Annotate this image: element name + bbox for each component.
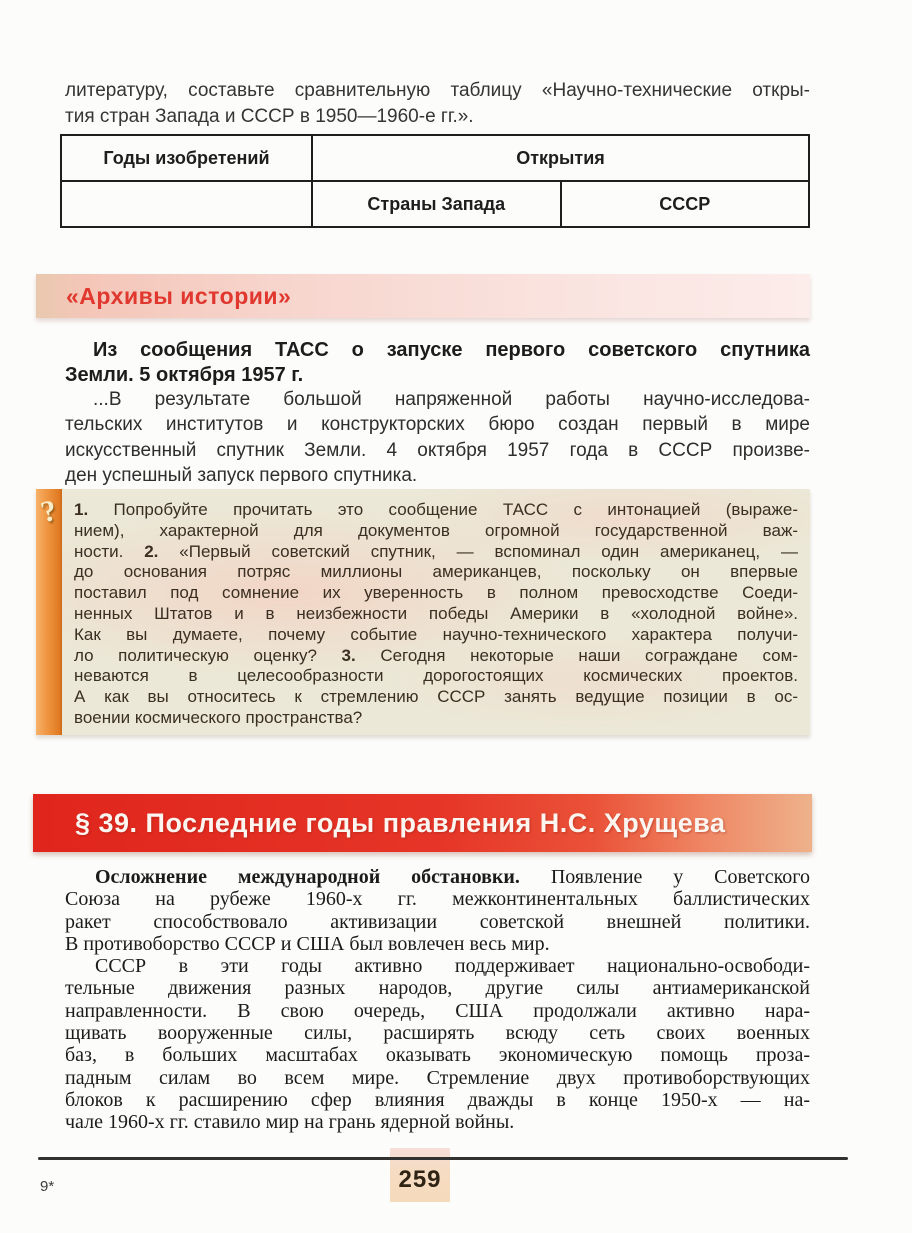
paragraph-ussr-support: СССР в эти годы активно поддерживает национально-освободи- тельные движения разных народов, другие силы антиамериканской направленности. В свою очередь, США продолжали активно нара- щивать вооруженные силы, расширять всюду сеть своих военных баз, в больших масштабах оказывать экономическую помощь проза- падным силам во всем мире. Стремление двух противоборствующих блоков к расширению сфер влияния дважды в конце 1950-х — на- чале 1960-х гг. ставило мир на грань ядерной войны. — [65, 955, 810, 1134]
question-mark-icon: ? — [37, 493, 61, 530]
intro-text: литературу, составьте сравнительную таблицу «Научно-технические откры- тия стран Запада и СССР в 1950—1960-е гг.». — [65, 80, 810, 127]
section-title: § 39. Последние годы правления Н.С. Хрущева — [75, 807, 726, 838]
tass-excerpt: ...В результате большой напряженной работы научно-исследова- тельских институтов и конструкторских бюро создан первый в мире искусственный спутник Земли. 4 октября 1957 года в СССР произве- ден успешный запуск первого спутника. — [65, 389, 810, 486]
questions-text: 1. Попробуйте прочитать это сообщение ТАСС с интонацией (выраже- нием), характерной для документов огромной государственной важ- ности. 2. «Первый советский спутник, — вспоминал один американец, — до основания потряс миллионы американцев, поскольку он впервые поставил под сомнение их уверенность в полном превосходстве Соеди- ненных Штатов и в неизбежности победы Америки в «холодной войне». Как вы думаете, почему событие научно-технического характера получи- ло политическую оценку? 3. Сегодня некоторые наши сограждане сом- неваются в целесообразности дорогостоящих космических проектов. А как вы относитесь к стремлению СССР занять ведущие позиции в ос- воении космического пространства? — [62, 489, 810, 735]
footer-rule — [38, 1157, 848, 1160]
table-subheader-ussr: СССР — [561, 181, 810, 227]
tass-heading: Из сообщения ТАСС о запуске первого советского спутника Земли. 5 октября 1957 г. — [65, 339, 810, 386]
table-header-discoveries: Открытия — [312, 135, 809, 181]
table-subheader-west: Страны Запада — [312, 181, 561, 227]
paragraph-international-situation: Осложнение международной обстановки. Появление у Советского Союза на рубеже 1960-х гг. межконтинентальных баллистических ракет способствовало активизации советской внешней политики. В противоборство СССР и США был вовлечен весь мир. — [65, 866, 810, 955]
table-subheader-row — [61, 181, 809, 227]
table-empty-cell — [61, 181, 312, 227]
page-number: 259 — [398, 1166, 442, 1193]
archives-banner-label: «Архивы истории» — [66, 282, 292, 309]
questions-box-bar — [36, 489, 62, 735]
inventions-table — [60, 134, 810, 228]
table-header-row — [61, 135, 809, 181]
questions-box — [36, 489, 810, 735]
section-banner — [33, 794, 812, 852]
section-body — [65, 866, 810, 1134]
table-header-years: Годы изобретений — [61, 135, 312, 181]
archives-banner — [36, 274, 810, 318]
print-mark: 9* — [40, 1178, 55, 1195]
